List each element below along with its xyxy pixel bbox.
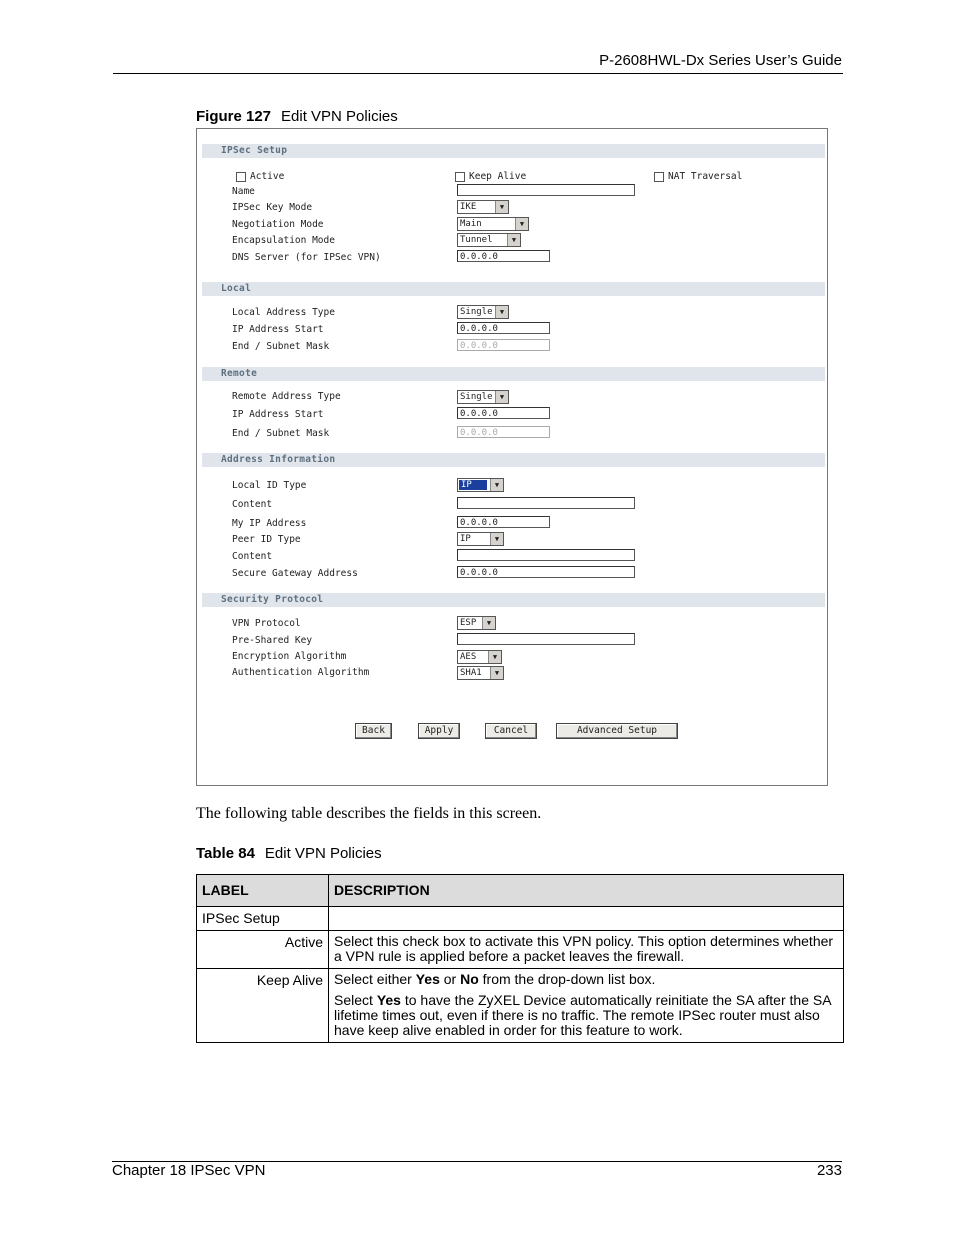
chevron-down-icon: ▼ bbox=[490, 667, 503, 679]
local-ip-start-input[interactable]: 0.0.0.0 bbox=[457, 322, 550, 334]
figure-caption bbox=[196, 108, 398, 125]
table-number: Table 84 bbox=[196, 845, 255, 862]
peer-id-type-select[interactable]: IP ▼ bbox=[457, 532, 504, 546]
section-address-information: Address Information bbox=[202, 453, 825, 467]
chevron-down-icon: ▼ bbox=[482, 617, 495, 629]
content-input-1[interactable] bbox=[457, 497, 635, 509]
key-mode-label: IPSec Key Mode bbox=[232, 202, 313, 213]
chevron-down-icon: ▼ bbox=[495, 391, 508, 403]
my-ip-label: My IP Address bbox=[232, 518, 307, 529]
encapsulation-label: Encapsulation Mode bbox=[232, 235, 335, 246]
peer-id-type-label: Peer ID Type bbox=[232, 534, 301, 545]
encryption-select[interactable]: AES ▼ bbox=[457, 650, 502, 664]
apply-button[interactable]: Apply bbox=[418, 723, 460, 739]
content-label-1: Content bbox=[232, 499, 273, 510]
description-table bbox=[196, 874, 844, 1043]
back-button[interactable]: Back bbox=[355, 723, 392, 739]
advanced-setup-button[interactable]: Advanced Setup bbox=[556, 723, 678, 739]
row-label: Keep Alive bbox=[197, 969, 329, 1043]
content-label-2: Content bbox=[232, 551, 273, 562]
negotiation-select[interactable]: Main ▼ bbox=[457, 217, 529, 231]
table-header-row bbox=[197, 875, 844, 907]
table-title: Edit VPN Policies bbox=[264, 845, 382, 862]
vpn-protocol-select[interactable]: ESP ▼ bbox=[457, 616, 496, 630]
column-header-label: LABEL bbox=[197, 875, 329, 907]
gateway-label: Secure Gateway Address bbox=[232, 568, 358, 579]
auth-select[interactable]: SHA1 ▼ bbox=[457, 666, 504, 680]
remote-ip-start-input[interactable]: 0.0.0.0 bbox=[457, 407, 550, 419]
footer-chapter: Chapter 18 IPSec VPN bbox=[112, 1162, 266, 1179]
key-mode-select[interactable]: IKE ▼ bbox=[457, 200, 509, 214]
figure-screenshot bbox=[196, 128, 828, 786]
table-row bbox=[197, 969, 844, 1043]
local-id-type-select[interactable]: IP ▼ bbox=[457, 478, 504, 492]
section-local: Local bbox=[202, 282, 825, 296]
chevron-down-icon: ▼ bbox=[490, 479, 503, 491]
auth-label: Authentication Algorithm bbox=[232, 667, 370, 678]
negotiation-label: Negotiation Mode bbox=[232, 219, 324, 230]
cancel-button[interactable]: Cancel bbox=[485, 723, 537, 739]
running-header-title: P-2608HWL-Dx Series User’s Guide bbox=[599, 52, 842, 69]
active-checkbox[interactable]: Active bbox=[236, 171, 284, 182]
chevron-down-icon: ▼ bbox=[490, 533, 503, 545]
remote-end-mask-input[interactable]: 0.0.0.0 bbox=[457, 426, 550, 438]
chevron-down-icon: ▼ bbox=[495, 201, 508, 213]
gateway-input[interactable]: 0.0.0.0 bbox=[457, 566, 635, 578]
row-description: Select this check box to activate this VPN policy. This option determines whether a VPN rule is applied before a packet leaves the firewall. bbox=[329, 931, 844, 969]
name-input[interactable] bbox=[457, 184, 635, 196]
local-address-type-select[interactable]: Single ▼ bbox=[457, 305, 509, 319]
body-paragraph: The following table describes the fields in this screen. bbox=[196, 805, 542, 822]
remote-address-type-select[interactable]: Single ▼ bbox=[457, 390, 509, 404]
row-description bbox=[329, 907, 844, 931]
psk-label: Pre-Shared Key bbox=[232, 635, 313, 646]
row-label: Active bbox=[197, 931, 329, 969]
table-caption bbox=[196, 845, 382, 862]
my-ip-input[interactable]: 0.0.0.0 bbox=[457, 516, 550, 528]
section-remote: Remote bbox=[202, 367, 825, 381]
section-ipsec-setup: IPSec Setup bbox=[202, 144, 825, 158]
local-end-mask-label: End / Subnet Mask bbox=[232, 341, 330, 352]
chevron-down-icon: ▼ bbox=[488, 651, 501, 663]
row-label: IPSec Setup bbox=[197, 907, 329, 931]
table-row bbox=[197, 931, 844, 969]
chevron-down-icon: ▼ bbox=[515, 218, 528, 230]
figure-number: Figure 127 bbox=[196, 108, 272, 125]
name-label: Name bbox=[232, 186, 255, 197]
local-end-mask-input[interactable]: 0.0.0.0 bbox=[457, 339, 550, 351]
footer-page-number: 233 bbox=[816, 1162, 842, 1179]
remote-address-type-label: Remote Address Type bbox=[232, 391, 341, 402]
chevron-down-icon: ▼ bbox=[507, 234, 520, 246]
row-description: Select either Yes or No from the drop-down list box. Select Yes to have the ZyXEL Device automatically reinitiate the SA after the SA lifetime times out, even if there is no traffic. The remote IPSec router must also have keep alive enabled in order for this feature to work. bbox=[329, 969, 844, 1043]
dns-input[interactable]: 0.0.0.0 bbox=[457, 250, 550, 262]
local-id-type-label: Local ID Type bbox=[232, 480, 307, 491]
encapsulation-select[interactable]: Tunnel ▼ bbox=[457, 233, 521, 247]
column-header-description: DESCRIPTION bbox=[329, 875, 844, 907]
remote-ip-start-label: IP Address Start bbox=[232, 409, 324, 420]
chevron-down-icon: ▼ bbox=[495, 306, 508, 318]
local-ip-start-label: IP Address Start bbox=[232, 324, 324, 335]
encryption-label: Encryption Algorithm bbox=[232, 651, 347, 662]
dns-label: DNS Server (for IPSec VPN) bbox=[232, 252, 381, 263]
psk-input[interactable] bbox=[457, 633, 635, 645]
table-row bbox=[197, 907, 844, 931]
nat-traversal-checkbox[interactable]: NAT Traversal bbox=[654, 171, 742, 182]
figure-title: Edit VPN Policies bbox=[281, 108, 398, 125]
keep-alive-checkbox[interactable]: Keep Alive bbox=[455, 171, 526, 182]
section-security-protocol: Security Protocol bbox=[202, 593, 825, 607]
remote-end-mask-label: End / Subnet Mask bbox=[232, 428, 330, 439]
vpn-protocol-label: VPN Protocol bbox=[232, 618, 301, 629]
local-address-type-label: Local Address Type bbox=[232, 307, 335, 318]
header-rule bbox=[113, 73, 843, 74]
content-input-2[interactable] bbox=[457, 549, 635, 561]
